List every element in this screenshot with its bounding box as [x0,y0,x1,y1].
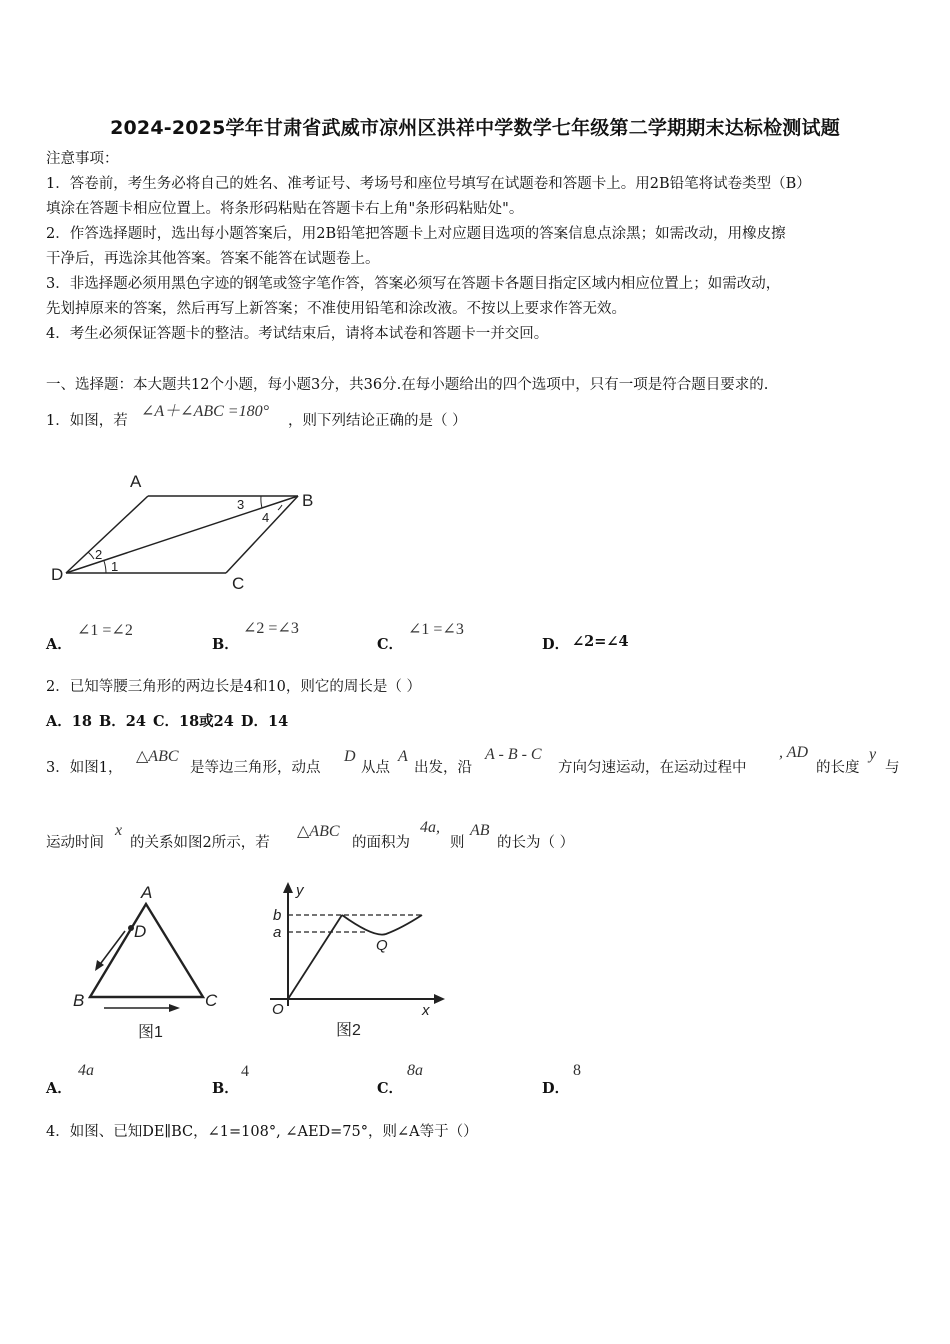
notice-line-6: 先划掉原来的答案，然后再写上新答案；不准使用铅笔和涂改液。不按以上要求作答无效。 [46,301,626,317]
q3-figure-1 [68,880,228,1045]
fig1-label-c: C [205,991,218,1010]
q1-option-d-text: ∠2=∠4 [572,633,629,650]
q3-option-b-letter: B． [212,1080,239,1097]
q3-option-d-letter: D． [542,1080,570,1097]
label-angle-2: 2 [95,547,103,562]
fig2-label-x: x [422,1002,430,1019]
fig2-caption: 图2 [336,1022,361,1039]
equilateral-triangle [90,904,203,997]
fig2-label-o: O [272,1001,284,1018]
q1-parallelogram-figure [40,462,330,592]
q3-math-triangle-2: △ABC [297,823,340,840]
label-b: B [302,491,314,510]
q3-option-b-text: 4 [241,1063,249,1080]
notice-line-1: 1．答卷前，考生务必将自己的姓名、准考证号、考场号和座位号填写在试题卷和答题卡上。用2B铅笔将试卷类型（B） [46,176,811,192]
q3-text-4: 出发，沿 [414,760,472,776]
q1-option-b-letter: B． [212,636,239,653]
label-a: A [130,472,142,491]
fig2-label-a: a [273,924,282,941]
q1-option-c-letter: C． [377,636,404,653]
label-angle-3: 3 [237,497,245,512]
q3-math-x: x [115,822,123,839]
q1-stem-pre: 1．如图，若 [46,413,128,429]
q3-text-9: 的关系如图2所示，若 [130,835,270,851]
q3-text-6: 的长度 [816,760,860,776]
q3-text-2: 是等边三角形，动点 [190,760,321,776]
fig2-label-q: Q [376,937,388,954]
q1-option-d-letter: D． [542,636,570,653]
angle-arc-3 [261,496,262,508]
fig1-label-a: A [141,883,153,902]
q1-stem-post: ，则下列结论正确的是（ ） [288,413,467,429]
notice-line-7: 4．考生必须保证答题卡的整洁。考试结束后，请将本试卷和答题卡一并交回。 [46,326,549,342]
label-angle-1: 1 [111,559,119,574]
fig1-label-d: D [134,922,147,941]
q3-text-7: 与 [885,760,900,776]
q3-text-8: 运动时间 [46,835,104,851]
q3-figure-2 [262,878,452,1046]
angle-arc-2 [88,552,94,559]
q4-stem: 4．如图、已知DE∥BC，∠1=108°, ∠AED=75°，则∠A等于（） [46,1124,478,1140]
q3-math-ad: , AD [779,744,809,761]
fig2-label-y: y [296,882,304,899]
q1-option-b-text: ∠2 =∠3 [243,620,299,637]
q1-option-a-letter: A． [46,636,72,653]
angle-arc-1 [104,561,106,573]
q3-option-a-letter: A． [46,1080,72,1097]
q3-math-d: D [344,748,356,765]
notice-heading: 注意事项： [46,151,119,167]
y-axis-arrow [283,882,293,893]
q3-math-triangle: △ABC [136,748,179,765]
x-axis-arrow [434,994,445,1004]
fig1-label-b: B [73,991,85,1010]
graph-line-segment [288,915,342,999]
q3-math-area: 4a, [420,819,440,836]
q2-options: A．18 B．24 C．18或24 D．14 [46,713,289,730]
q1-math: ∠A＋∠ABC =180° [141,403,270,420]
q3-option-c-letter: C． [377,1080,404,1097]
q3-text-3: 从点 [361,760,390,776]
fig2-label-b: b [273,907,282,924]
section-heading: 一、选择题：本大题共12个小题，每小题3分，共36分.在每小题给出的四个选项中，只有一项是符合题目要求的. [46,377,769,393]
edge-da [66,496,148,573]
notice-line-3: 2．作答选择题时，选出每小题答案后，用2B铅笔把答题卡上对应题目选项的答案信息点涂黑；如需改动，用橡皮擦 [46,226,786,242]
notice-line-4: 干净后，再选涂其他答案。答案不能答在试题卷上。 [46,251,380,267]
q3-math-ab: AB [470,822,490,839]
q1-option-c-text: ∠1 =∠3 [408,621,464,638]
fig1-caption: 图1 [138,1024,163,1041]
q3-text-11: 则 [450,835,465,851]
notice-line-2: 填涂在答题卡相应位置上。将条形码粘贴在答题卡右上角"条形码粘贴处"。 [46,201,524,217]
q3-text-1: 3．如图1， [46,760,123,776]
q3-option-a-text: 4a [78,1062,94,1079]
notice-line-5: 3．非选择题必须用黑色字迹的钢笔或签字笔作答，答案必须写在答题卡各题目指定区域内相应位置上；如需改动， [46,276,781,292]
q3-math-path: A - B - C [485,746,542,763]
arrow-head-bc [169,1004,180,1012]
q3-option-c-text: 8a [407,1062,423,1079]
q3-text-12: 的长为（ ） [497,835,575,851]
label-d: D [51,565,64,584]
q3-option-d-text: 8 [573,1062,581,1079]
q2-stem: 2．已知等腰三角形的两边长是4和10，则它的周长是（ ） [46,679,422,695]
q3-math-a: A [398,748,408,765]
q3-text-10: 的面积为 [352,835,410,851]
label-angle-4: 4 [262,510,270,525]
label-c: C [232,574,245,592]
q3-math-y: y [869,746,877,763]
angle-arc-4 [278,505,282,510]
q1-option-a-text: ∠1 =∠2 [77,622,133,639]
page-title: 2024-2025学年甘肃省武威市凉州区洪祥中学数学七年级第二学期期末达标检测试题 [110,117,840,139]
q3-text-5: 方向匀速运动，在运动过程中 [558,760,747,776]
